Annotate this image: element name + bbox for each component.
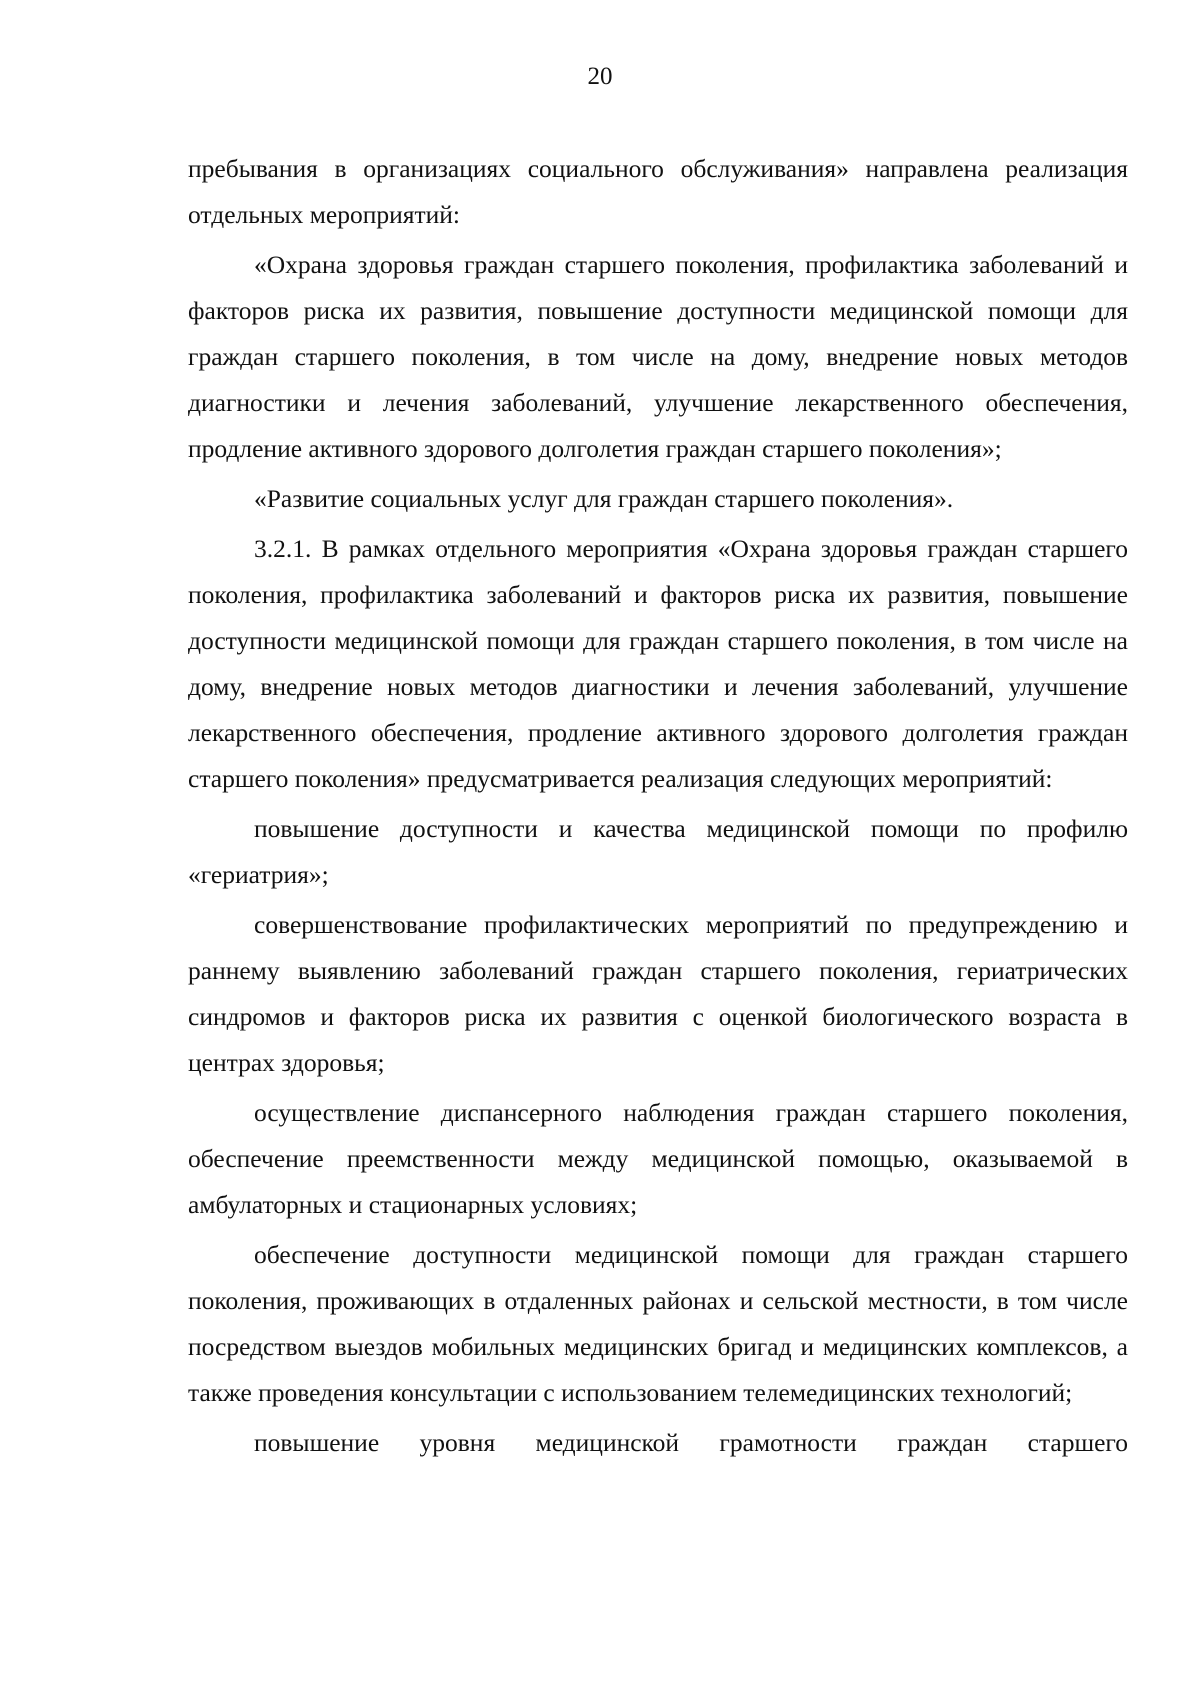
paragraph-continuation: пребывания в организациях социального обслуживания» направлена реализация отдельных мероприятий: xyxy=(188,154,1128,229)
page-number: 20 xyxy=(587,63,613,90)
list-item-prevention: совершенствование профилактических мероприятий по предупреждению и раннему выявлению заболеваний граждан старшего поколения, гериатрических синдромов и факторов риска их развития с оценкой биологического возраста в центрах здоровья; xyxy=(188,910,1128,1077)
list-item-medical-literacy: повышение уровня медицинской грамотности граждан старшего xyxy=(254,1428,1128,1457)
list-item-dispensary-observation: осуществление диспансерного наблюдения граждан старшего поколения, обеспечение преемственности между медицинской помощью, оказываемой в амбулаторных и стационарных условиях; xyxy=(188,1098,1128,1219)
paragraph-health-measure: «Охрана здоровья граждан старшего поколения, профилактика заболеваний и факторов риска их развития, повышение доступности медицинской помощи для граждан старшего поколения, в том числе на дому, внедрение новых методов диагностики и лечения заболеваний, улучшение лекарственного обеспечения, продление активного здорового долголетия граждан старшего поколения»; xyxy=(188,250,1128,463)
list-item-remote-access: обеспечение доступности медицинской помощи для граждан старшего поколения, проживающих в отдаленных районах и сельской местности, в том числе посредством выездов мобильных медицинских бригад и медицинских комплексов, а также проведения консультации с использованием телемедицинских технологий; xyxy=(188,1240,1128,1407)
paragraph-social-services-measure: «Развитие социальных услуг для граждан старшего поколения». xyxy=(254,484,954,513)
list-item-geriatrics: повышение доступности и качества медицинской помощи по профилю «гериатрия»; xyxy=(188,814,1128,889)
paragraph-section-3-2-1: 3.2.1. В рамках отдельного мероприятия «Охрана здоровья граждан старшего поколения, профилактика заболеваний и факторов риска их развития, повышение доступности медицинской помощи для граждан старшего поколения, в том числе на дому, внедрение новых методов диагностики и лечения заболеваний, улучшение лекарственного обеспечения, продление активного здорового долголетия граждан старшего поколения» предусматривается реализация следующих мероприятий: xyxy=(188,534,1128,793)
document-body xyxy=(188,146,1128,1466)
